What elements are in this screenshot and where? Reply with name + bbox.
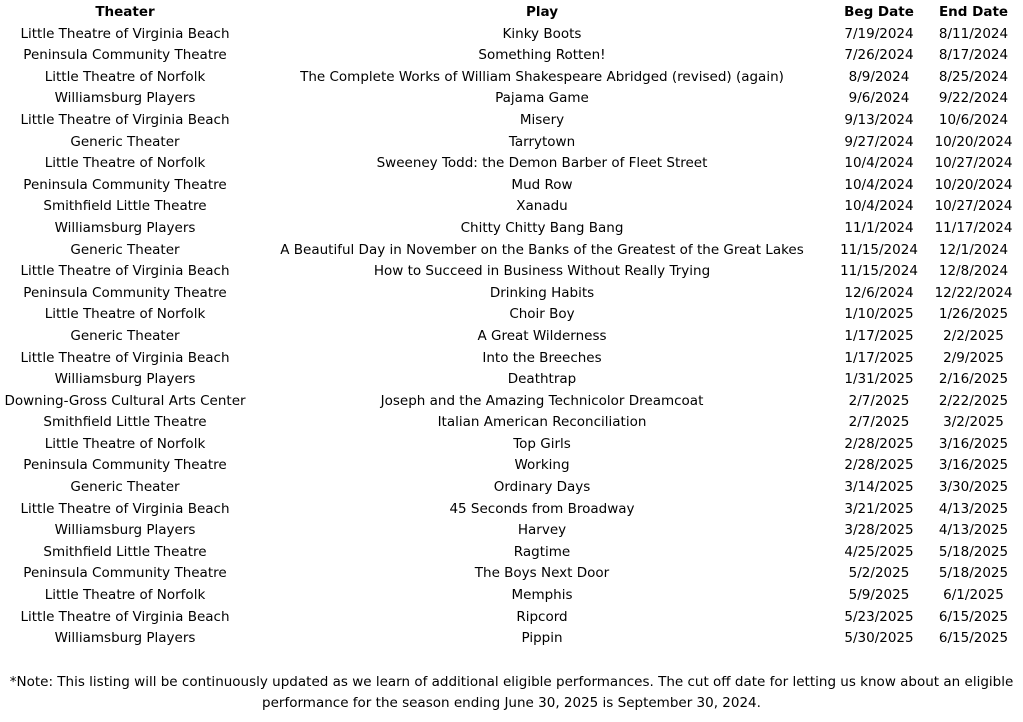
end-date-cell: 4/13/2025 <box>938 500 1009 517</box>
table-row <box>0 326 1023 348</box>
theater-cell: Little Theatre of Virginia Beach <box>20 263 230 280</box>
table-row <box>0 628 1023 650</box>
play-cell: Drinking Habits <box>489 284 595 301</box>
table-row <box>0 607 1023 629</box>
play-cell: Working <box>514 457 570 474</box>
beg-date-cell: 5/9/2025 <box>848 587 910 604</box>
theater-cell: Peninsula Community Theatre <box>23 284 227 301</box>
table-row <box>0 132 1023 154</box>
beg-date-cell: 1/31/2025 <box>844 371 914 388</box>
theater-cell: Little Theatre of Virginia Beach <box>20 25 230 42</box>
play-cell: Kinky Boots <box>502 25 582 42</box>
table-row <box>0 563 1023 585</box>
beg-date-cell: 3/28/2025 <box>844 522 914 539</box>
performance-table <box>0 2 1023 650</box>
end-date-cell: 2/22/2025 <box>938 392 1009 409</box>
beg-date-cell: 2/28/2025 <box>844 457 914 474</box>
end-date-cell: 10/27/2024 <box>934 155 1013 172</box>
table-row <box>0 542 1023 564</box>
header-end-date: End Date <box>938 4 1009 20</box>
play-cell: Harvey <box>517 522 567 539</box>
end-date-cell: 4/13/2025 <box>938 522 1009 539</box>
beg-date-cell: 1/17/2025 <box>844 327 914 344</box>
table-row <box>0 153 1023 175</box>
play-cell: Ripcord <box>516 608 568 625</box>
beg-date-cell: 11/1/2024 <box>844 219 914 236</box>
end-date-cell: 6/15/2025 <box>938 608 1009 625</box>
beg-date-cell: 2/28/2025 <box>844 435 914 452</box>
beg-date-cell: 9/27/2024 <box>844 133 914 150</box>
play-cell: Memphis <box>511 587 573 604</box>
beg-date-cell: 3/21/2025 <box>844 500 914 517</box>
play-cell: A Beautiful Day in November on the Banks of the Greatest of the Great Lakes <box>280 241 804 258</box>
note-line-2: performance for the season ending June 30, 2025 is September 30, 2024. <box>262 695 761 711</box>
theater-cell: Generic Theater <box>70 479 180 496</box>
theater-cell: Little Theatre of Virginia Beach <box>20 111 230 128</box>
theater-cell: Generic Theater <box>70 327 180 344</box>
play-cell: Mud Row <box>511 176 573 193</box>
beg-date-cell: 9/6/2024 <box>848 90 910 107</box>
beg-date-cell: 2/7/2025 <box>848 414 910 431</box>
play-cell: Tarrytown <box>508 133 576 150</box>
play-cell: Chitty Chitty Bang Bang <box>460 219 624 236</box>
table-row <box>0 434 1023 456</box>
table-row <box>0 412 1023 434</box>
play-cell: Pippin <box>521 630 563 647</box>
theater-cell: Peninsula Community Theatre <box>23 565 227 582</box>
table-row <box>0 499 1023 521</box>
play-cell: Top Girls <box>513 435 571 452</box>
note-line-1: *Note: This listing will be continuously updated as we learn of additional eligible performances. The cut off date for letting us know about an eligible <box>9 674 1014 690</box>
table-row <box>0 24 1023 46</box>
end-date-cell: 6/15/2025 <box>938 630 1009 647</box>
table-row <box>0 369 1023 391</box>
beg-date-cell: 9/13/2024 <box>844 111 914 128</box>
table-row <box>0 391 1023 413</box>
theater-cell: Little Theatre of Virginia Beach <box>20 608 230 625</box>
beg-date-cell: 11/15/2024 <box>840 241 918 258</box>
end-date-cell: 2/9/2025 <box>943 349 1004 366</box>
beg-date-cell: 10/4/2024 <box>844 198 914 215</box>
end-date-cell: 5/18/2025 <box>938 543 1009 560</box>
table-row <box>0 240 1023 262</box>
end-date-cell: 12/22/2024 <box>934 284 1013 301</box>
table-row <box>0 88 1023 110</box>
play-cell: A Great Wilderness <box>477 327 607 344</box>
end-date-cell: 6/1/2025 <box>943 587 1004 604</box>
table-row <box>0 585 1023 607</box>
theater-cell: Little Theatre of Norfolk <box>44 68 206 85</box>
beg-date-cell: 2/7/2025 <box>848 392 910 409</box>
beg-date-cell: 1/10/2025 <box>844 306 914 323</box>
beg-date-cell: 12/6/2024 <box>844 284 914 301</box>
play-cell: Xanadu <box>516 198 568 215</box>
play-cell: How to Succeed in Business Without Really Trying <box>373 263 711 280</box>
theater-cell: Little Theatre of Norfolk <box>44 155 206 172</box>
end-date-cell: 12/1/2024 <box>938 241 1009 258</box>
end-date-cell: 2/16/2025 <box>938 371 1009 388</box>
table-row <box>0 304 1023 326</box>
play-cell: Pajama Game <box>495 90 589 107</box>
theater-cell: Peninsula Community Theatre <box>23 457 227 474</box>
end-date-cell: 10/20/2024 <box>934 133 1013 150</box>
beg-date-cell: 3/14/2025 <box>844 479 914 496</box>
end-date-cell: 3/16/2025 <box>938 457 1009 474</box>
end-date-cell: 10/6/2024 <box>938 111 1009 128</box>
header-beg-date: Beg Date <box>844 4 914 20</box>
table-row <box>0 348 1023 370</box>
play-cell: Ordinary Days <box>493 479 591 496</box>
play-cell: Sweeney Todd: the Demon Barber of Fleet Street <box>376 155 708 172</box>
theater-cell: Smithfield Little Theatre <box>43 543 207 560</box>
end-date-cell: 3/16/2025 <box>938 435 1009 452</box>
play-cell: The Complete Works of William Shakespeare Abridged (revised) (again) <box>300 68 784 85</box>
table-row <box>0 455 1023 477</box>
end-date-cell: 5/18/2025 <box>938 565 1009 582</box>
beg-date-cell: 5/23/2025 <box>844 608 914 625</box>
end-date-cell: 11/17/2024 <box>934 219 1013 236</box>
table-row <box>0 477 1023 499</box>
end-date-cell: 8/25/2024 <box>938 68 1009 85</box>
end-date-cell: 10/20/2024 <box>934 176 1013 193</box>
theater-cell: Williamsburg Players <box>54 371 196 388</box>
end-date-cell: 8/11/2024 <box>938 25 1009 42</box>
theater-cell: Generic Theater <box>70 133 180 150</box>
beg-date-cell: 1/17/2025 <box>844 349 914 366</box>
play-cell: Joseph and the Amazing Technicolor Dreamcoat <box>380 392 704 409</box>
end-date-cell: 3/30/2025 <box>938 479 1009 496</box>
table-row <box>0 110 1023 132</box>
theater-cell: Williamsburg Players <box>54 522 196 539</box>
play-cell: Something Rotten! <box>478 47 606 64</box>
beg-date-cell: 8/9/2024 <box>848 68 910 85</box>
theater-cell: Downing-Gross Cultural Arts Center <box>4 392 246 409</box>
end-date-cell: 10/27/2024 <box>934 198 1013 215</box>
play-cell: 45 Seconds from Broadway <box>449 500 635 517</box>
table-header-row <box>0 2 1023 24</box>
table-row <box>0 218 1023 240</box>
play-cell: Into the Breeches <box>482 349 602 366</box>
beg-date-cell: 10/4/2024 <box>844 155 914 172</box>
table-row <box>0 261 1023 283</box>
theater-cell: Williamsburg Players <box>54 219 196 236</box>
theater-cell: Little Theatre of Norfolk <box>44 587 206 604</box>
play-cell: Italian American Reconciliation <box>437 414 647 431</box>
end-date-cell: 3/2/2025 <box>943 414 1004 431</box>
beg-date-cell: 4/25/2025 <box>844 543 914 560</box>
table-row <box>0 283 1023 305</box>
beg-date-cell: 5/30/2025 <box>844 630 914 647</box>
theater-cell: Little Theatre of Norfolk <box>44 306 206 323</box>
theater-cell: Williamsburg Players <box>54 90 196 107</box>
header-theater: Theater <box>95 4 155 20</box>
beg-date-cell: 7/19/2024 <box>844 25 914 42</box>
theater-cell: Generic Theater <box>70 241 180 258</box>
theater-cell: Smithfield Little Theatre <box>43 198 207 215</box>
beg-date-cell: 5/2/2025 <box>848 565 910 582</box>
end-date-cell: 8/17/2024 <box>938 47 1009 64</box>
end-date-cell: 1/26/2025 <box>938 306 1009 323</box>
play-cell: Choir Boy <box>509 306 575 323</box>
play-cell: Ragtime <box>513 543 571 560</box>
beg-date-cell: 11/15/2024 <box>840 263 918 280</box>
theater-cell: Peninsula Community Theatre <box>23 47 227 64</box>
theater-cell: Smithfield Little Theatre <box>43 414 207 431</box>
play-cell: Misery <box>519 111 565 128</box>
end-date-cell: 12/8/2024 <box>938 263 1009 280</box>
theater-cell: Little Theatre of Virginia Beach <box>20 500 230 517</box>
table-row <box>0 67 1023 89</box>
table-row <box>0 520 1023 542</box>
theater-cell: Williamsburg Players <box>54 630 196 647</box>
table-row <box>0 45 1023 67</box>
theater-cell: Little Theatre of Virginia Beach <box>20 349 230 366</box>
eligibility-note <box>0 672 1023 714</box>
beg-date-cell: 7/26/2024 <box>844 47 914 64</box>
table-row <box>0 196 1023 218</box>
play-cell: Deathtrap <box>507 371 577 388</box>
end-date-cell: 9/22/2024 <box>938 90 1009 107</box>
theater-cell: Little Theatre of Norfolk <box>44 435 206 452</box>
table-row <box>0 175 1023 197</box>
header-play: Play <box>525 4 559 20</box>
end-date-cell: 2/2/2025 <box>943 327 1004 344</box>
play-cell: The Boys Next Door <box>474 565 610 582</box>
beg-date-cell: 10/4/2024 <box>844 176 914 193</box>
theater-cell: Peninsula Community Theatre <box>23 176 227 193</box>
